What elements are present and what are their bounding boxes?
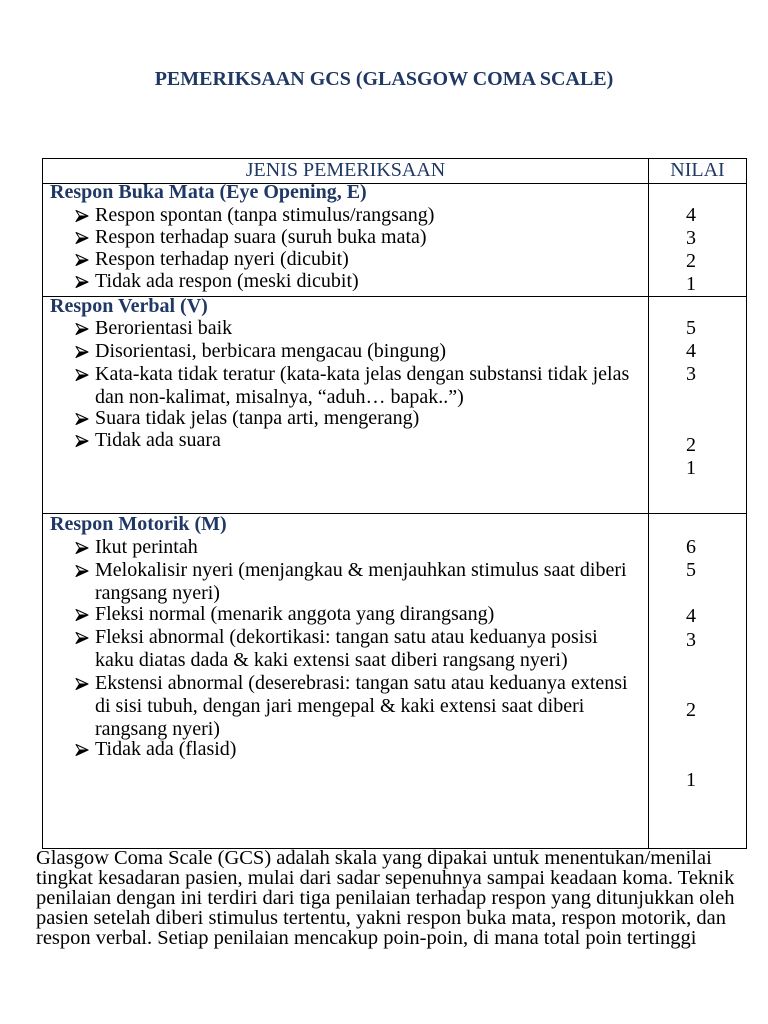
verbal-item-kata-kata-cont: dan non-kalimat, misalnya, “aduh… bapak..”): [95, 386, 464, 408]
motor-item-fleksi-abnormal: Fleksi abnormal (dekortikasi: tangan satu atau keduanya posisi: [95, 626, 598, 648]
motor-item-flasid: Tidak ada (flasid): [95, 738, 237, 760]
verbal-score-suara-tidak-jelas: 2: [686, 434, 696, 456]
arrow-bullet-icon: [75, 677, 89, 691]
section-heading-motorik: Respon Motorik (M): [50, 513, 227, 535]
arrow-bullet-icon: [75, 541, 89, 555]
eye-item-nyeri: Respon terhadap nyeri (dicubit): [95, 248, 349, 270]
eye-score-nyeri: 2: [686, 250, 696, 272]
arrow-bullet-icon: [75, 322, 89, 336]
motor-score-flasid: 1: [686, 769, 696, 791]
motor-score-ikut-perintah: 6: [686, 536, 696, 558]
motor-item-melokalisir: Melokalisir nyeri (menjangkau & menjauhkan stimulus saat diberi: [95, 559, 627, 581]
arrow-bullet-icon: [75, 368, 89, 382]
arrow-bullet-icon: [75, 275, 89, 289]
verbal-item-orientasi: Berorientasi baik: [95, 317, 233, 339]
motor-item-fleksi-abnormal-cont: kaku diatas dada & kaki extensi saat diberi rangsang nyeri): [95, 649, 568, 671]
arrow-bullet-icon: [75, 608, 89, 622]
verbal-item-kata-kata: Kata-kata tidak teratur (kata-kata jelas dengan substansi tidak jelas: [95, 363, 630, 385]
arrow-bullet-icon: [75, 209, 89, 223]
eye-score-tidak-ada: 1: [686, 273, 696, 295]
eye-score-spontan: 4: [686, 204, 696, 226]
arrow-bullet-icon: [75, 345, 89, 359]
motor-item-ekstensi-abnormal: Ekstensi abnormal (deserebrasi: tangan satu atau keduanya extensi: [95, 672, 628, 694]
eye-item-suara: Respon terhadap suara (suruh buka mata): [95, 226, 427, 248]
arrow-bullet-icon: [75, 231, 89, 245]
verbal-item-disorientasi: Disorientasi, berbicara mengacau (bingung): [95, 340, 446, 362]
motor-item-ekstensi-abnormal-cont-2: rangsang nyeri): [95, 718, 220, 740]
eye-score-suara: 3: [686, 227, 696, 249]
arrow-bullet-icon: [75, 434, 89, 448]
paragraph-line: respon verbal. Setiap penilaian mencakup poin-poin, di mana total poin tertinggi: [36, 927, 697, 949]
paragraph-line: pasien setelah diberi stimulus tertentu, yakni respon buka mata, respon motorik, dan: [36, 907, 727, 929]
section-heading-verbal: Respon Verbal (V): [50, 295, 208, 317]
motor-score-fleksi-normal: 4: [686, 605, 696, 627]
eye-item-tidak-ada: Tidak ada respon (meski dicubit): [95, 270, 359, 292]
motor-score-ekstensi-abnormal: 2: [686, 699, 696, 721]
motor-item-ikut-perintah: Ikut perintah: [95, 536, 198, 558]
verbal-item-tidak-ada-suara: Tidak ada suara: [95, 429, 221, 451]
eye-item-spontan: Respon spontan (tanpa stimulus/rangsang): [95, 204, 435, 226]
arrow-bullet-icon: [75, 743, 89, 757]
document-title: PEMERIKSAAN GCS (GLASGOW COMA SCALE): [154, 68, 614, 90]
arrow-bullet-icon: [75, 631, 89, 645]
arrow-bullet-icon: [75, 412, 89, 426]
paragraph-line: tingkat kesadaran pasien, mulai dari sadar sepenuhnya sampai keadaan koma. Teknik: [36, 867, 735, 889]
paragraph-line: Glasgow Coma Scale (GCS) adalah skala yang dipakai untuk menentukan/menilai: [36, 847, 712, 869]
verbal-score-orientasi: 5: [686, 317, 696, 339]
motor-item-melokalisir-cont: rangsang nyeri): [95, 582, 220, 604]
arrow-bullet-icon: [75, 564, 89, 578]
motor-item-fleksi-normal: Fleksi normal (menarik anggota yang dirangsang): [95, 603, 495, 625]
header-jenis-pemeriksaan: JENIS PEMERIKSAAN: [245, 159, 446, 181]
section-heading-eye-opening: Respon Buka Mata (Eye Opening, E): [50, 181, 367, 203]
motor-score-melokalisir: 5: [686, 559, 696, 581]
motor-score-fleksi-abnormal: 3: [686, 629, 696, 651]
verbal-score-tidak-ada-suara: 1: [686, 457, 696, 479]
gcs-description-paragraph: [36, 848, 734, 948]
header-nilai: NILAI: [670, 159, 725, 181]
motor-item-ekstensi-abnormal-cont-1: di sisi tubuh, dengan jari mengepal & kaki extensi saat diberi: [95, 695, 585, 717]
verbal-item-suara-tidak-jelas: Suara tidak jelas (tanpa arti, mengerang): [95, 407, 420, 429]
verbal-score-disorientasi: 4: [686, 340, 696, 362]
arrow-bullet-icon: [75, 253, 89, 267]
paragraph-line: penilaian dengan ini terdiri dari tiga penilaian terhadap respon yang ditunjukkan oleh: [36, 887, 735, 909]
verbal-score-kata-kata: 3: [686, 363, 696, 385]
